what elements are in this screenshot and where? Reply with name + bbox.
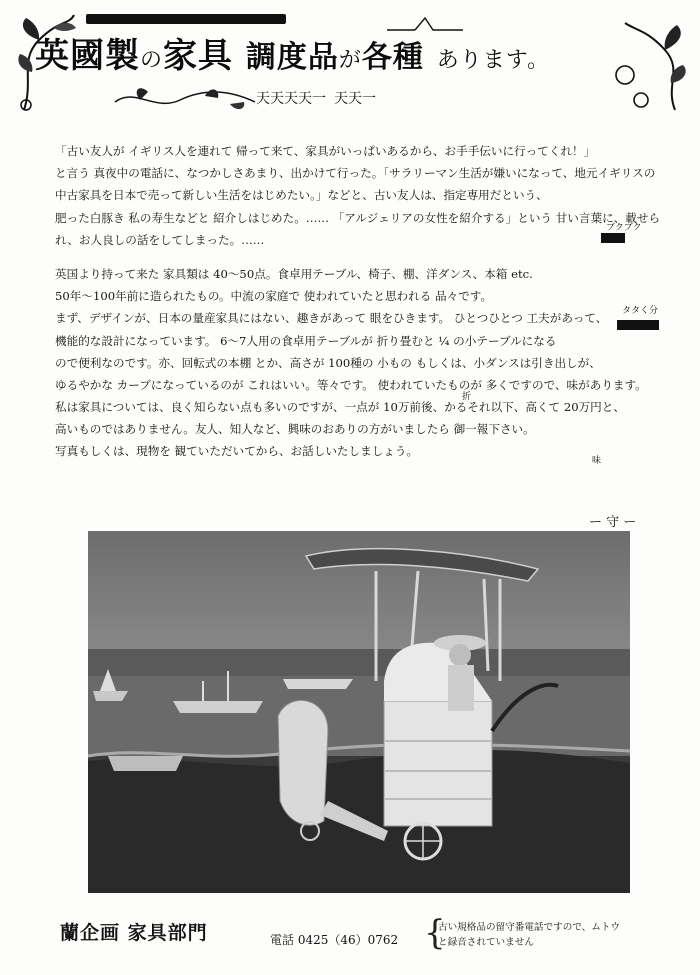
brace-glyph: { — [424, 913, 446, 953]
telephone — [270, 931, 398, 948]
flower-decoration-icon — [110, 82, 260, 118]
body-line: 50年～100年前に造られたもの。中流の家庭で 使われていたと思われる 品々です。 — [55, 289, 493, 304]
phone-note-line: 古い規格品の留守番電話ですので、ムトウ — [438, 922, 621, 933]
annotation-aji: 味 — [592, 456, 602, 466]
title-text-2: 家具 — [163, 36, 234, 76]
body-text — [55, 140, 660, 463]
signature: ー 守 ー — [589, 515, 637, 530]
phone-note — [438, 920, 620, 950]
annotation-taku: タタく分 — [622, 306, 659, 316]
title-text-4: 各種 — [361, 40, 424, 75]
title-text-no: の — [140, 48, 164, 73]
body-line: と言う 真夜中の電話に、なつかしさあまり、出かけて行った。「サラリーマン生活が嫌いになって、地元イギリスの — [55, 166, 656, 181]
flyer-title — [35, 28, 625, 77]
redaction-mark — [601, 233, 625, 243]
title-text-ga: が — [338, 48, 362, 73]
subtitle-doodle-right: 天天一 — [334, 91, 376, 107]
subtitle-doodle-left: 天天天天一 — [256, 91, 326, 107]
wicker-chair-photo-icon — [88, 531, 630, 893]
annotation-ori: 折 — [462, 392, 472, 402]
body-line: 写真もしくは、現物を 観ていただいてから、お話しいたしましょう。 — [55, 444, 419, 459]
body-line: まず、デザインが、日本の量産家具にはない、趣きがあって 眼をひきます。 ひとつひとつ 工夫があって、 — [55, 311, 608, 326]
body-line: 肥った白豚き 私の寿生などと 紹介しはじめた。…… 「アルジェリアの女性を紹介する」という 甘い言葉に、載せら — [55, 210, 660, 225]
tel-label: 電話 — [270, 933, 295, 947]
title-text-3: 調度品 — [245, 40, 339, 75]
title-text-1: 英國製 — [35, 36, 140, 76]
tel-number: 0425（46）0762 — [297, 933, 399, 947]
body-line: ゆるやかな カーブになっているのが これはいい。等々です。 使われていたものが 多くですので、味があります。 — [55, 377, 647, 392]
body-line: 英国より持って来た 家具類は 40～50点。食卓用テーブル、椅子、棚、洋ダンス、本箱 etc. — [55, 266, 533, 281]
company-name: 蘭企画 家具部門 — [60, 922, 208, 944]
body-line: ので便利なのです。亦、回転式の本棚 とか、高さが 100種の 小もの もしくは、小ダンスは引き出しが、 — [55, 355, 601, 370]
body-line: 「古い友人が イギリス人を連れて 帰って来て、家具がいっぱいあるから、お手手伝いに行ってくれ！」 — [55, 144, 596, 158]
title-text-end: あります。 — [436, 48, 550, 73]
body-line: 中古家具を日本で売って新しい生活をはじめたい。」などと、古い友人は、指定専用だという、 — [55, 188, 548, 203]
redaction-mark — [617, 320, 659, 330]
header-ink-bar — [86, 14, 286, 24]
body-line: 機能的な設計になっています。 6～7人用の食卓用テーブルが 折り畳むと ¼ の小テーブルになる — [55, 333, 557, 348]
phone-note-line: と録音されていません — [438, 937, 534, 948]
body-line: 私は家具については、良く知らない点も多いのですが、一点が 10万前後、かるそれ以下、高くて 20万円と、 — [55, 400, 625, 415]
furniture-photo — [88, 531, 630, 893]
body-line: 高いものではありません。友人、知人など、興味のおありの方がいましたら 御一報下さい。 — [55, 422, 535, 437]
body-line: れ、お人良しの話をしてしまった。…… — [55, 232, 265, 247]
annotation-bukbuku: ブクブク — [606, 223, 642, 233]
